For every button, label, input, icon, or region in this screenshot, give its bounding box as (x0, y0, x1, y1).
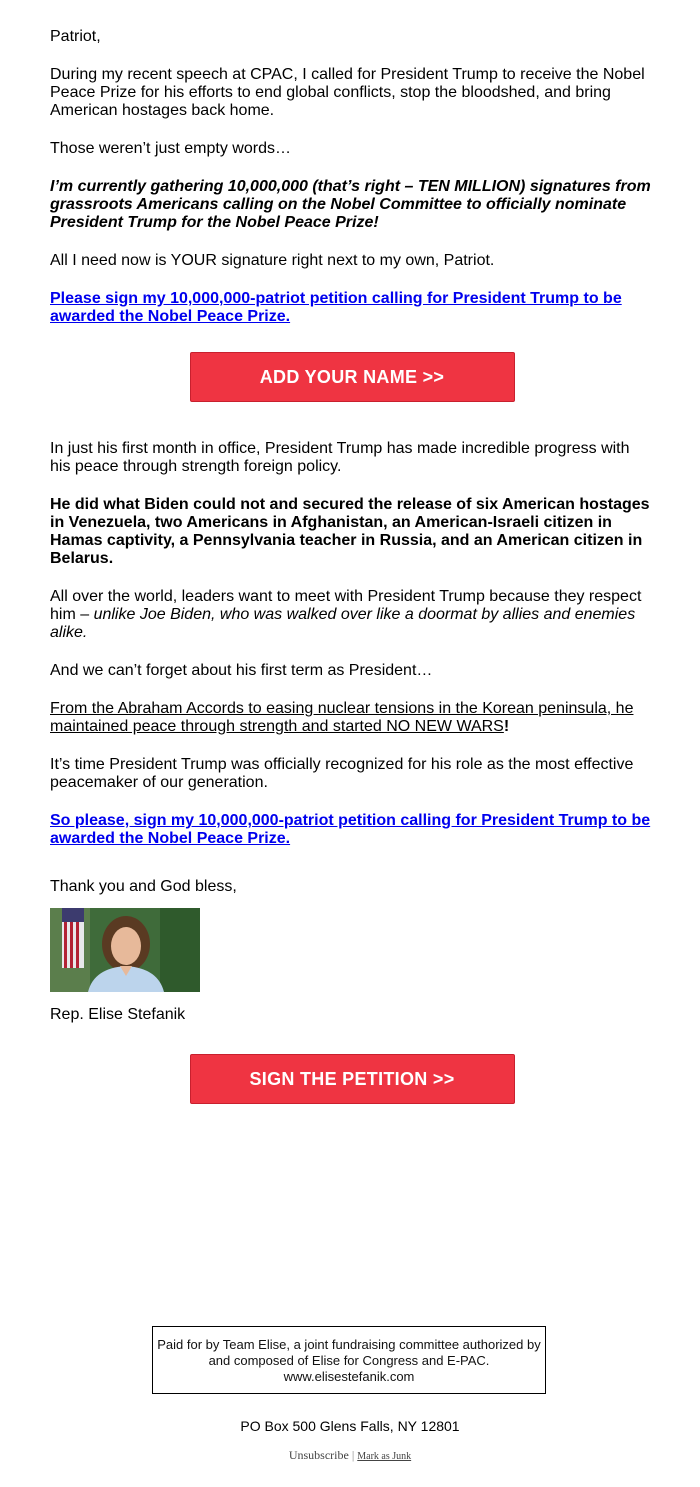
sign-the-petition-button[interactable]: SIGN THE PETITION >> (190, 1054, 515, 1104)
email-body (50, 28, 654, 1142)
underlined-text: From the Abraham Accords to easing nuclear tensions in the Korean peninsula, he maintained peace through strength and started NO NEW WARS (50, 700, 634, 735)
paragraph: Those weren’t just empty words… (50, 140, 291, 157)
exclamation: ! (503, 718, 510, 735)
closing: Thank you and God bless, (50, 878, 237, 895)
disclaimer-text: Paid for by Team Elise, a joint fundraising committee authorized by and composed of Elise for Congress and E-PAC. www.elisestefanik.com (157, 1337, 541, 1384)
signature-photo (50, 908, 200, 992)
petition-link-2[interactable]: So please, sign my 10,000,000-patriot petition calling for President Trump to be awarded the Nobel Peace Prize. (50, 812, 651, 847)
unsubscribe-bar (0, 1448, 700, 1463)
emphasis-paragraph: I’m currently gathering 10,000,000 (that’s right – TEN MILLION) signatures from grassroots Americans calling on the Nobel Committee to officially nominate President Trump for the Nobel Peace Prize! (50, 178, 651, 231)
italic-text: unlike Joe Biden, who was walked over like a doormat by allies and enemies alike. (50, 606, 636, 641)
unsubscribe-link[interactable]: Unsubscribe (288, 1448, 349, 1462)
sign-petition-button-container (50, 1054, 654, 1104)
paragraph (50, 588, 654, 642)
paragraph: All I need now is YOUR signature right next to my own, Patriot. (50, 252, 495, 269)
paragraph: And we can’t forget about his first term as President… (50, 662, 433, 679)
mailing-address: PO Box 500 Glens Falls, NY 12801 (240, 1418, 460, 1434)
signature-name: Rep. Elise Stefanik (50, 1006, 186, 1023)
paragraph (50, 700, 654, 736)
paragraph: It’s time President Trump was officially recognized for his role as the most effective peacemaker of our generation. (50, 756, 634, 791)
disclaimer-box (152, 1326, 546, 1394)
greeting: Patriot, (50, 28, 101, 45)
paragraph: In just his first month in office, President Trump has made incredible progress with his peace through strength foreign policy. (50, 440, 630, 475)
paragraph-text: All over the world, leaders want to meet with President Trump because they respect him – (50, 588, 642, 623)
bold-paragraph: He did what Biden could not and secured the release of six American hostages in Venezuela, two Americans in Afghanistan, an American-Israeli citizen in Hamas captivity, a Pennsylvania teacher in Russia, and an American citizen in Belarus. (50, 496, 650, 567)
separator: | (351, 1448, 355, 1462)
add-name-button-container (50, 352, 654, 402)
intro-paragraph: During my recent speech at CPAC, I called for President Trump to receive the Nobel Peace Prize for his efforts to end global conflicts, stop the bloodshed, and bring American hostages back home. (50, 66, 645, 119)
add-your-name-button[interactable]: ADD YOUR NAME >> (190, 352, 515, 402)
mark-as-junk-link[interactable]: Mark as Junk (357, 1451, 412, 1462)
petition-link[interactable]: Please sign my 10,000,000-patriot petition calling for President Trump to be awarded the Nobel Peace Prize. (50, 290, 622, 325)
